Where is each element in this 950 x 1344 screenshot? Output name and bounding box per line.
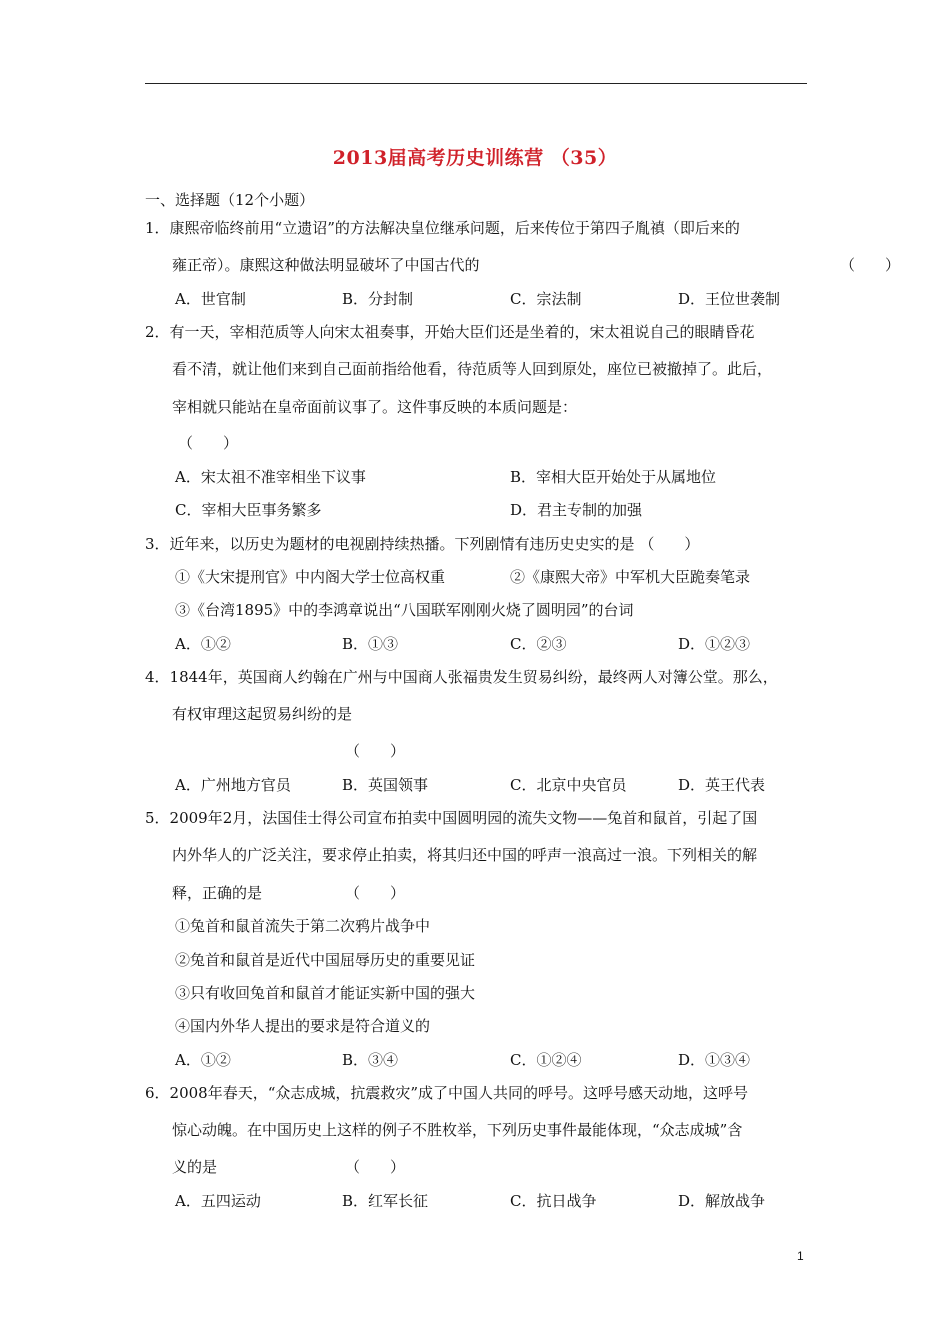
q5-line2: 内外华人的广泛关注，要求停止拍卖，将其归还中国的呼声一浪高过一浪。下列相关的解 (172, 846, 758, 864)
q2-line2: 看不清，就让他们来到自己面前指给他看，待范质等人回到原处，座位已被撤掉了。此后， (172, 360, 773, 378)
q3-line1: 3．近年来，以历史为题材的电视剧持续热播。下列剧情有违历史史实的是 （ ） (145, 535, 700, 553)
q4-line2: 有权审理这起贸易纠纷的是 (172, 705, 353, 723)
q5-line1: 5．2009年2月，法国佳士得公司宣布拍卖中国圆明园的流失文物——兔首和鼠首，引起了国 (145, 809, 758, 827)
page-title: 2013届高考历史训练营 （35） (332, 147, 618, 169)
q5-item1: ①兔首和鼠首流失于第二次鸦片战争中 (175, 917, 431, 935)
q1-option-a: A．世官制 (175, 290, 246, 308)
q6-line2: 惊心动魄。在中国历史上这样的例子不胜枚举，下列历史事件最能体现，“众志成城”含 (172, 1121, 743, 1139)
q6-option-a: A．五四运动 (175, 1192, 261, 1210)
q5-line3: 释，正确的是 (172, 884, 263, 902)
q3-option-b: B．①③ (342, 635, 399, 653)
q1-line1: 1．康熙帝临终前用“立遗诏”的方法解决皇位继承问题，后来传位于第四子胤禛（即后来的 (145, 219, 740, 237)
q4-answer-blank: （ ） (345, 742, 406, 760)
q3-option-a: A．①② (175, 635, 231, 653)
q5-option-a: A．①② (175, 1051, 231, 1069)
q5-option-d: D．①③④ (678, 1051, 751, 1069)
q1-line2: 雍正帝）。康熙这种做法明显破坏了中国古代的 (172, 256, 480, 274)
q3-option-d: D．①②③ (678, 635, 751, 653)
q5-item4: ④国内外华人提出的要求是符合道义的 (175, 1017, 431, 1035)
q1-answer-blank: （ ） (840, 256, 901, 274)
q3-item2: ②《康熙大帝》中军机大臣跪奏笔录 (510, 568, 751, 586)
q1-option-c: C．宗法制 (510, 290, 582, 308)
q4-option-d: D．英王代表 (678, 776, 766, 794)
q6-option-c: C．抗日战争 (510, 1192, 597, 1210)
q3-item1: ①《大宋提刑官》中内阁大学士位高权重 (175, 568, 446, 586)
q5-item3: ③只有收回兔首和鼠首才能证实新中国的强大 (175, 984, 476, 1002)
q1-option-d: D．王位世袭制 (678, 290, 781, 308)
q5-item2: ②兔首和鼠首是近代中国屈辱历史的重要见证 (175, 951, 476, 969)
q6-line1: 6．2008年春天，“众志成城，抗震救灾”成了中国人共同的呼号。这呼号感天动地，这呼号 (145, 1084, 749, 1102)
q4-option-c: C．北京中央官员 (510, 776, 627, 794)
q2-line3: 宰相就只能站在皇帝面前议事了。这件事反映的本质问题是： (172, 398, 578, 416)
header-rule (145, 83, 807, 84)
q5-option-b: B．③④ (342, 1051, 399, 1069)
q1-option-b: B．分封制 (342, 290, 414, 308)
page-number: 1 (797, 1249, 804, 1263)
q3-item3: ③《台湾1895》中的李鸿章说出“八国联军刚刚火烧了圆明园”的台词 (175, 601, 634, 619)
q4-option-b: B．英国领事 (342, 776, 429, 794)
section-heading: 一、选择题（12个小题） (145, 191, 315, 209)
q2-option-a: A．宋太祖不准宰相坐下议事 (175, 468, 366, 486)
q2-option-c: C．宰相大臣事务繁多 (175, 501, 322, 519)
q6-option-d: D．解放战争 (678, 1192, 766, 1210)
q6-answer-blank: （ ） (345, 1158, 406, 1176)
q2-option-d: D．君主专制的加强 (510, 501, 643, 519)
q6-line3: 义的是 (172, 1158, 218, 1176)
q2-option-b: B．宰相大臣开始处于从属地位 (510, 468, 717, 486)
q5-answer-blank: （ ） (345, 884, 406, 902)
q6-option-b: B．红军长征 (342, 1192, 429, 1210)
q3-option-c: C．②③ (510, 635, 567, 653)
q2-answer-blank: （ ） (178, 434, 239, 452)
q4-line1: 4．1844年，英国商人约翰在广州与中国商人张福贵发生贸易纠纷，最终两人对簿公堂。那么， (145, 668, 778, 686)
q4-option-a: A．广州地方官员 (175, 776, 291, 794)
q5-option-c: C．①②④ (510, 1051, 582, 1069)
q2-line1: 2．有一天，宰相范质等人向宋太祖奏事，开始大臣们还是坐着的，宋太祖说自己的眼睛昏花 (145, 323, 755, 341)
